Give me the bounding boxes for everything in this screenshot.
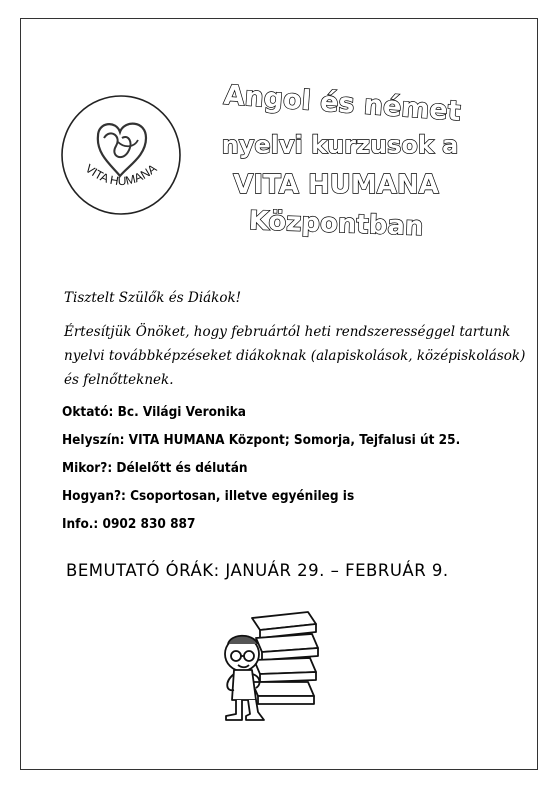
format-info: Hogyan?: Csoportosan, illetve egyénileg is <box>62 488 355 504</box>
title-line-2: nyelvi kurzusok a <box>221 131 459 159</box>
vita-humana-logo <box>58 92 184 218</box>
heart-swirl-logo-icon <box>58 92 184 218</box>
intro-line: Értesítjük Önöket, hogy februártól heti rendszerességgel tartunk <box>64 324 511 340</box>
intro-line: nyelvi továbbképzéseket diákoknak (alapiskolások, középiskolások) <box>64 348 526 364</box>
logo-text: VITA HUMANA <box>82 161 160 189</box>
student-illustration <box>212 604 336 724</box>
title-line-3: VITA HUMANA <box>233 170 439 200</box>
student-carrying-books-icon <box>212 604 336 724</box>
demo-lessons-banner: BEMUTATÓ ÓRÁK: JANUÁR 29. – FEBRUÁR 9. <box>66 561 449 580</box>
intro-paragraph <box>64 320 524 392</box>
location-info: Helyszín: VITA HUMANA Központ; Somorja, Tejfalusi út 25. <box>62 432 461 448</box>
info-list <box>62 402 460 542</box>
contact-info: Info.: 0902 830 887 <box>62 516 196 532</box>
page-title <box>190 76 512 246</box>
salutation: Tisztelt Szülők és Diákok! <box>64 290 242 306</box>
svg-text:VITA HUMANA <box>83 161 160 188</box>
teacher-info: Oktató: Bc. Világi Veronika <box>62 404 246 420</box>
title-line-4: Központban <box>248 205 424 243</box>
title-line-1: Angol és német <box>222 79 462 128</box>
time-info: Mikor?: Délelőtt és délután <box>62 460 248 476</box>
intro-line: és felnőtteknek. <box>64 372 174 388</box>
